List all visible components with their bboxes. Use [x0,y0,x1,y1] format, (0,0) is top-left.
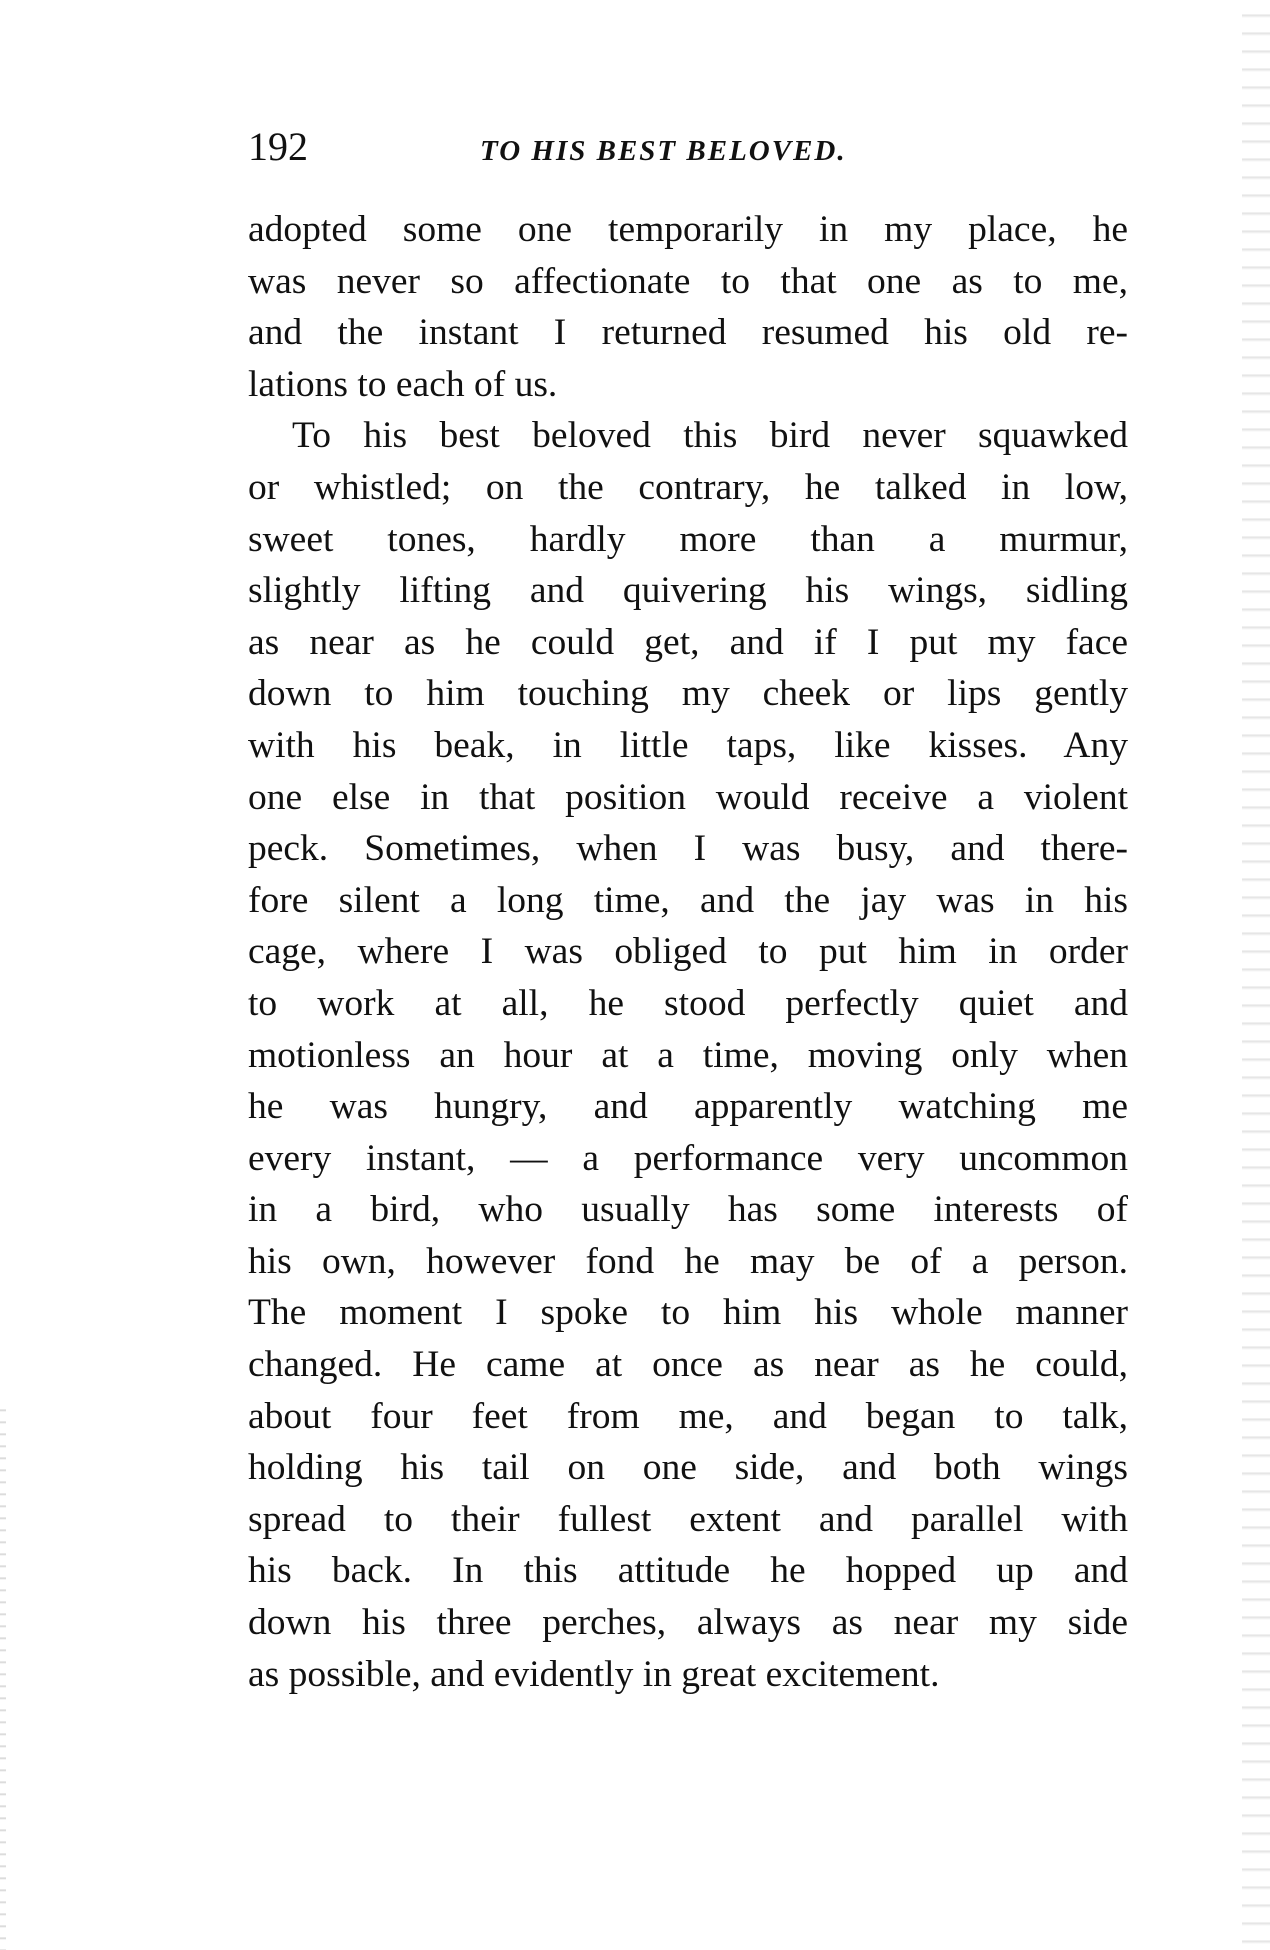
text-line: lations to each of us. [248,363,558,405]
text-line: peck. Sometimes, when I was busy, and there- [248,828,1128,870]
text-line: as possible, and evidently in great excitement. [248,1653,940,1695]
scan-edge-artifact [1242,0,1270,1950]
body-text [248,204,1128,1700]
text-line: in a bird, who usually has some interests of [248,1189,1128,1231]
text-line: his own, however fond he may be of a person. [248,1240,1128,1282]
text-line: about four feet from me, and began to talk, [248,1395,1128,1437]
text-line: with his beak, in little taps, like kisses. Any [248,724,1128,766]
page-number: 192 [248,124,308,169]
text-line: he was hungry, and apparently watching me [248,1086,1128,1128]
scan-edge-artifact [0,1400,6,1950]
text-line: his back. In this attitude he hopped up and [248,1550,1128,1592]
text-line: down to him touching my cheek or lips gently [248,673,1128,715]
text-line: as near as he could get, and if I put my face [248,621,1128,663]
page-header [248,122,1148,182]
text-line: down his three perches, always as near my side [248,1602,1128,1644]
text-line: and the instant I returned resumed his old re- [248,312,1128,354]
text-line: spread to their fullest extent and parallel with [248,1498,1128,1540]
text-line: every instant, — a performance very uncommon [248,1137,1128,1179]
text-line: one else in that position would receive a violent [248,776,1128,818]
paragraph-start-line: To his best beloved this bird never squawked [292,415,1128,457]
text-line: or whistled; on the contrary, he talked in low, [248,466,1128,508]
text-line: sweet tones, hardly more than a murmur, [248,518,1128,560]
text-line: changed. He came at once as near as he could, [248,1344,1128,1386]
text-line: fore silent a long time, and the jay was in his [248,879,1128,921]
text-line: The moment I spoke to him his whole manner [248,1292,1128,1334]
text-line: to work at all, he stood perfectly quiet and [248,982,1128,1024]
text-line: adopted some one temporarily in my place, he [248,209,1128,250]
text-line: holding his tail on one side, and both wings [248,1447,1128,1489]
text-line: motionless an hour at a time, moving only when [248,1034,1128,1076]
text-line: cage, where I was obliged to put him in order [248,931,1128,973]
text-line: slightly lifting and quivering his wings, sidling [248,570,1128,612]
running-head: TO HIS BEST BELOVED. [480,135,847,167]
text-line: was never so affectionate to that one as to me, [248,260,1128,302]
